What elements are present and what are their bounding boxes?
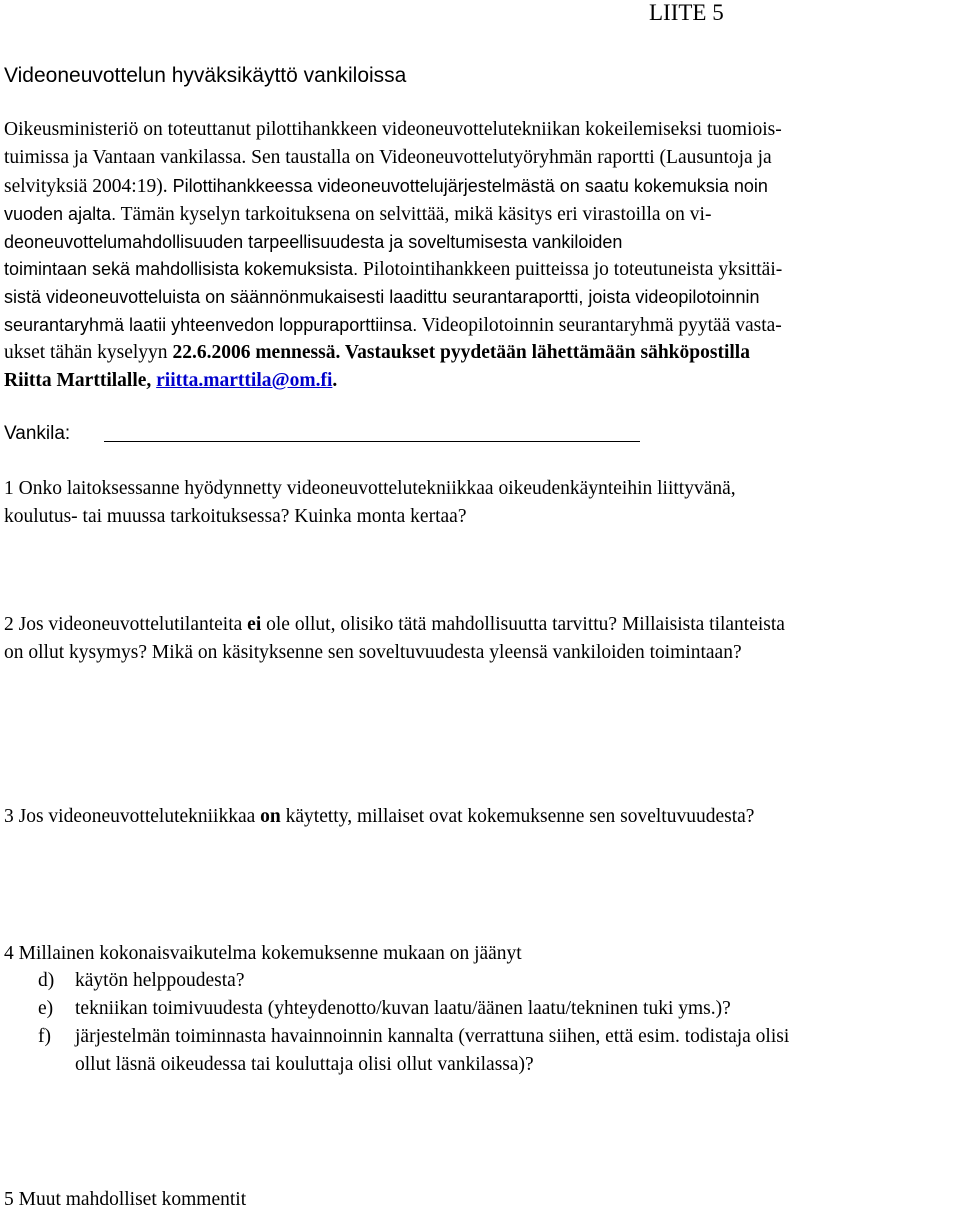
intro-line-9: [4, 340, 750, 366]
intro-line-9a: ukset tähän kyselyyn: [4, 342, 173, 363]
intro-line-4: [4, 201, 711, 228]
intro-line-8b: Videopilotoinnin seurantaryhmä pyytää vasta-: [417, 315, 782, 336]
intro-line-10-end: .: [332, 370, 338, 391]
intro-line-4a: vuoden ajalta.: [4, 204, 117, 224]
question-1-line-2: koulutus- tai muussa tarkoituksessa? Kuinka monta kertaa?: [4, 506, 467, 527]
intro-line-6: [4, 256, 782, 283]
question-4-item-f-text: järjestelmän toiminnasta havainnoinnin kannalta (verrattuna siihen, että esim. todistaja olisi: [75, 1026, 790, 1047]
question-3-part-c: käytetty, millaiset ovat kokemuksenne sen soveltuvuudesta?: [280, 806, 755, 827]
intro-line-3-start: selvityksiä 2004:19).: [4, 176, 168, 197]
question-5: 5 Muut mahdolliset kommentit: [4, 1189, 247, 1210]
intro-line-1: Oikeusministeriö on toteuttanut pilottihankkeen videoneuvottelutekniikan kokeilemiseksi tuomiois-: [4, 119, 782, 140]
question-2-part-c: ole ollut, olisiko tätä mahdollisuutta tarvittu? Millaisista tilanteista: [261, 614, 785, 635]
intro-line-2: tuimissa ja Vantaan vankilassa. Sen taustalla on Videoneuvottelutyöryhmän raportti (Lausuntoja ja: [4, 147, 772, 168]
question-3: [4, 804, 754, 830]
intro-line-4b: Tämän kyselyn tarkoituksena on selvittää, mikä käsitys eri virastoilla on vi-: [116, 204, 712, 225]
prison-label: Vankila:: [4, 423, 71, 444]
question-1-line-1: 1 Onko laitoksessanne hyödynnetty videoneuvottelutekniikkaa oikeudenkäynteihin liittyvänä,: [4, 478, 736, 499]
intro-line-3: [4, 173, 768, 200]
intro-line-3-rest: Pilottihankkeessa videoneuvottelujärjestelmästä on saatu kokemuksia noin: [167, 176, 768, 196]
question-2-emphasis: ei: [247, 614, 262, 635]
question-2-line-1: [4, 612, 785, 638]
intro-line-7: sistä videoneuvotteluista on säännönmukaisesti laadittu seurantaraportti, joista videopilotoinnin: [4, 287, 760, 307]
question-4-item-e-text: tekniikan toimivuudesta (yhteydenotto/kuvan laatu/äänen laatu/tekninen tuki yms.)?: [75, 998, 731, 1019]
question-4: 4 Millainen kokonaisvaikutelma kokemuksenne mukaan on jäänyt: [4, 943, 522, 964]
question-4-item-d-text: käytön helppoudesta?: [75, 970, 245, 991]
intro-line-10: [4, 368, 337, 394]
question-3-part-a: 3 Jos videoneuvottelutekniikkaa: [4, 806, 261, 827]
intro-line-6a: toimintaan sekä mahdollisista kokemuksista.: [4, 259, 359, 279]
question-4-item-e-marker: e): [38, 998, 54, 1019]
question-4-item-f-continued: ollut läsnä oikeudessa tai kouluttaja olisi ollut vankilassa)?: [75, 1054, 534, 1075]
deadline-date: 22.6.2006 mennessä.: [172, 342, 341, 363]
page-title: Videoneuvottelun hyväksikäyttö vankiloissa: [4, 64, 407, 87]
attachment-label: LIITE 5: [649, 0, 724, 25]
intro-line-8a: seurantaryhmä laatii yhteenvedon loppuraporttiinsa.: [4, 315, 418, 335]
prison-input-line[interactable]: [104, 441, 640, 442]
intro-line-5: deoneuvottelumahdollisuuden tarpeellisuudesta ja soveltumisesta vankiloiden: [4, 232, 623, 252]
intro-line-6b: Pilotointihankkeen puitteissa jo toteutuneista yksittäi-: [358, 259, 783, 280]
recipient-name: Riitta Marttilalle,: [4, 370, 157, 391]
email-link[interactable]: riitta.marttila@om.fi: [156, 370, 333, 391]
question-4-item-f-marker: f): [38, 1026, 51, 1047]
intro-line-9-bold: Vastaukset pyydetään lähettämään sähköpostilla: [340, 342, 750, 363]
question-2-line-2: on ollut kysymys? Mikä on käsityksenne sen soveltuvuudesta yleensä vankiloiden toimintaan?: [4, 642, 742, 663]
question-4-item-d-marker: d): [38, 970, 55, 991]
question-3-emphasis: on: [260, 806, 281, 827]
intro-line-8: [4, 312, 782, 339]
question-2-part-a: 2 Jos videoneuvottelutilanteita: [4, 614, 248, 635]
